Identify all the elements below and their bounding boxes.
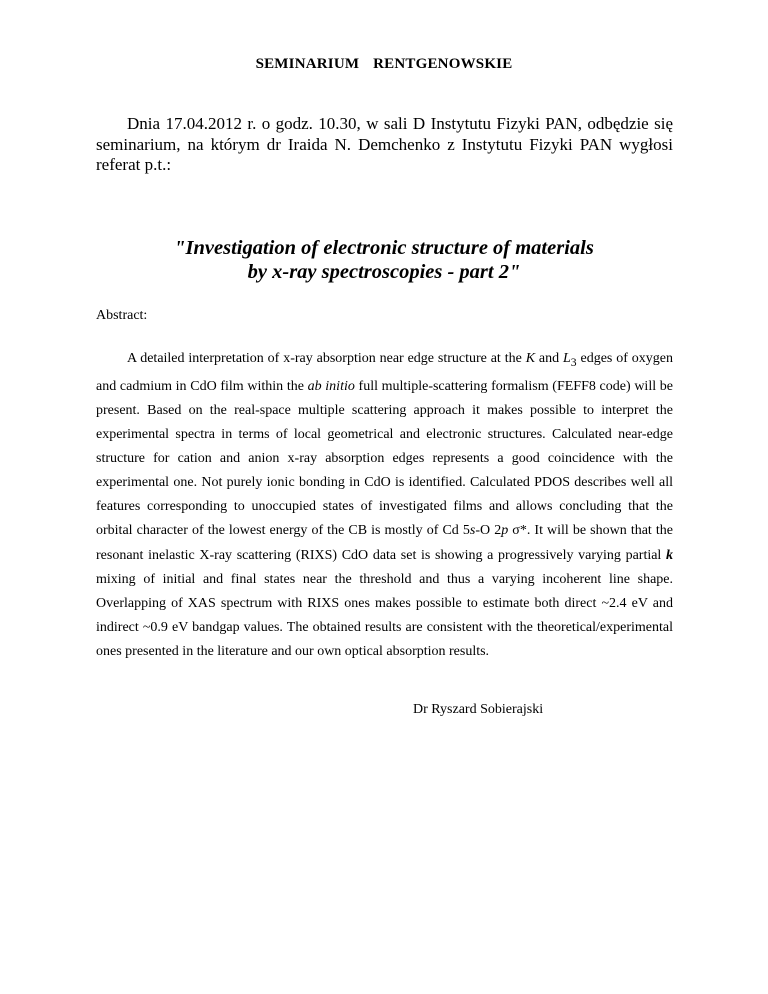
seminar-heading: SEMINARIUM RENTGENOWSKIE bbox=[255, 56, 513, 72]
abstract-text: full multiple-scattering formalism (FEFF8 code) will be present. Based on the real-space multiple scattering approach it makes possible to interpret the experimental spectra in terms of local geometrical and electronic structures. Calculated near-edge structure for cation and anion x-ray absorption edges represents a good coincidence with the experimental one. Not purely ionic bonding in CdO is identified. Calculated PDOS describes well all features corresponding to unoccupied states of investigated films and allows concluding that the orbital character of the lowest energy of the CB is mostly of Cd 5 bbox=[96, 378, 673, 539]
announcement-paragraph: Dnia 17.04.2012 r. o godz. 10.30, w sali D Instytutu Fizyki PAN, odbędzie się seminarium, na którym dr Iraida N. Demchenko z Instytutu Fizyki PAN wygłosi referat p.t.: bbox=[96, 114, 673, 174]
talk-title-line-1: "Investigation of electronic structure of materials bbox=[174, 237, 594, 259]
abstract-text: mixing of initial and final states near the threshold and thus a varying incoherent line shape. Overlapping of XAS spectrum with RIXS ones makes possible to estimate both direct ~2.4 eV and indirect ~0.9 eV bandgap values. The obtained results are consistent with the theoretical/experimental ones presented in the literature and our own optical absorption results. bbox=[96, 571, 673, 659]
talk-title bbox=[0, 236, 768, 284]
abstract-orbital-p: p bbox=[501, 523, 509, 539]
abstract-orbital-s: s bbox=[469, 523, 476, 539]
abstract-text: edges of oxygen and cadmium in CdO film within the bbox=[96, 351, 673, 394]
abstract-body bbox=[96, 347, 673, 664]
talk-title-line-2: by x-ray spectroscopies - part 2" bbox=[247, 261, 521, 283]
abstract-ab-initio: ab initio bbox=[307, 378, 355, 394]
abstract-k-symbol: k bbox=[666, 547, 673, 563]
signature: Dr Ryszard Sobierajski bbox=[413, 702, 544, 717]
abstract-text: -O 2 bbox=[475, 523, 502, 539]
abstract-label: Abstract: bbox=[96, 308, 148, 323]
abstract-edge-l: L bbox=[563, 351, 571, 366]
abstract-edge-k: K bbox=[525, 351, 536, 366]
abstract-text: and bbox=[535, 351, 563, 366]
abstract-edge-l-subscript: 3 bbox=[570, 355, 577, 369]
abstract-text: σ*. It will be shown that the resonant inelastic X-ray scattering (RIXS) CdO data set is showing a progressively varying partial bbox=[96, 523, 673, 563]
abstract-text: A detailed interpretation of x-ray absorption near edge structure at the bbox=[127, 351, 526, 366]
